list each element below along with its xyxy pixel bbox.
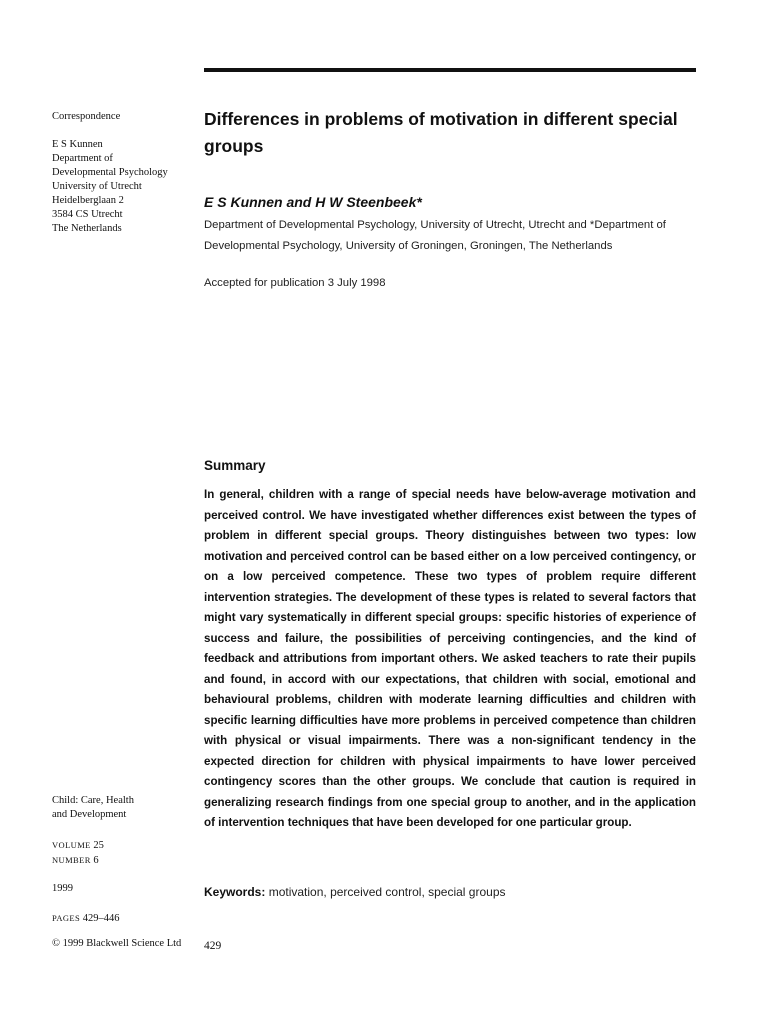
keywords-label: Keywords: xyxy=(204,885,266,899)
address-line: University of Utrecht xyxy=(52,181,142,192)
address-line: The Netherlands xyxy=(52,223,122,234)
address-line: E S Kunnen xyxy=(52,139,103,150)
page-range-line xyxy=(52,911,120,926)
volume-label: VOLUME xyxy=(52,840,91,850)
acceptance-date: Accepted for publication 3 July 1998 xyxy=(204,277,386,289)
keywords-line xyxy=(204,884,696,901)
journal-name xyxy=(52,794,134,822)
keywords-list: motivation, perceived control, special groups xyxy=(268,885,506,899)
article-authors: E S Kunnen and H W Steenbeek* xyxy=(204,194,422,210)
publication-year-text: 1999 xyxy=(52,883,73,894)
number-value: 6 xyxy=(93,855,99,866)
number-line xyxy=(52,853,104,868)
number-label: NUMBER xyxy=(52,855,91,865)
volume-line xyxy=(52,838,104,853)
journal-name-line: and Development xyxy=(52,809,127,820)
pages-label: PAGES xyxy=(52,913,81,923)
address-line: Heidelberglaan 2 xyxy=(52,195,124,206)
copyright-notice xyxy=(52,937,181,951)
volume-number-block xyxy=(52,838,104,868)
correspondence-label-text: Correspondence xyxy=(52,111,121,122)
article-title: Differences in problems of motivation in different special groups xyxy=(204,109,678,156)
page-range xyxy=(52,911,120,926)
author-affiliation: Department of Developmental Psychology, University of Utrecht, Utrecht and *Department of Developmental Psychology, University of Groningen, Groningen, The Netherlands xyxy=(204,219,666,252)
address-line: Developmental Psychology xyxy=(52,167,168,178)
address-line: 3584 CS Utrecht xyxy=(52,209,123,220)
journal-name-line: Child: Care, Health xyxy=(52,795,134,806)
summary-text: In general, children with a range of special needs have below-average motivation and perceived control. We have investigated whether differences exist between the types of problem in different special groups. Theory distinguishes between two types: low motivation and perceived control can be based either on a low perceived contingency, or on a low perceived competence. These two types of problem require different intervention strategies. The development of these types is related to several factors that might vary systematically in different special groups: specific histories of experience of success and failure, the possibilities of perceiving contingencies, and the kind of feedback and attributions from important others. We asked teachers to rate their pupils and found, in accord with our expectations, that children with social, emotional and behavioural problems, children with moderate learning difficulties and children with specific learning difficulties have more problems in perceived competence than children with physical or visual impairments. There was a non-significant tendency in the expected direction for children with physical impairments to have lower perceived contingency scores than the other groups. We conclude that caution is required in generalizing research findings from one special group to another, and in the application of intervention techniques that have been developed for one particular group. xyxy=(204,488,696,829)
correspondence-label xyxy=(52,110,120,124)
page-number: 429 xyxy=(204,940,222,952)
address-line: Department of xyxy=(52,153,113,164)
volume-value: 25 xyxy=(93,840,104,851)
pages-value: 429–446 xyxy=(82,913,120,924)
correspondence-address xyxy=(52,138,168,236)
publication-year xyxy=(52,882,73,896)
header-rule xyxy=(204,68,696,72)
copyright-text: © 1999 Blackwell Science Ltd xyxy=(52,938,182,949)
summary-heading: Summary xyxy=(204,458,266,473)
